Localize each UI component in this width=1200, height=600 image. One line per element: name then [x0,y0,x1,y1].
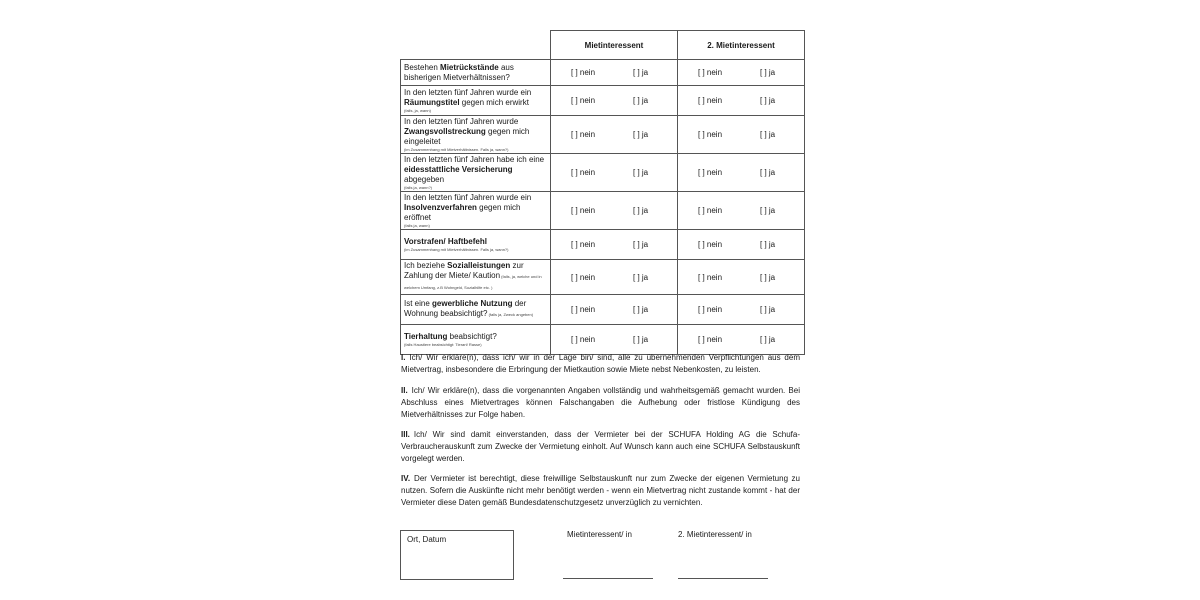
declaration-number: II. [401,386,408,395]
yes-checkbox[interactable]: [ ] ja [760,335,776,344]
no-checkbox[interactable]: [ ] nein [698,130,723,139]
no-checkbox[interactable]: [ ] nein [698,305,723,314]
no-checkbox[interactable]: [ ] nein [698,68,723,77]
yes-checkbox[interactable]: [ ] ja [760,305,776,314]
table-row [401,230,805,260]
no-checkbox[interactable]: [ ] nein [698,272,723,282]
no-checkbox[interactable]: [ ] nein [571,130,596,139]
table-row [401,60,805,86]
yes-checkbox[interactable]: [ ] ja [760,96,776,105]
question-keyword: Insolvenzverfahren [404,203,477,212]
tenant1-answer-cell [551,60,678,86]
question-keyword: Zwangsvollstreckung [404,127,486,136]
question-keyword: Vorstrafen/ Haftbefehl [404,237,487,246]
no-checkbox[interactable]: [ ] nein [571,96,596,105]
question-cell [401,60,551,86]
declaration-paragraph [401,429,800,465]
question-note: (im Zusammenhang mit Mietverhältnissen. Falls ja, wann?) [404,147,509,152]
no-checkbox[interactable]: [ ] nein [571,335,596,344]
question-text: zur Zahlung der Miete/ Kaution [404,261,524,280]
question-note: (falls, ja, welche und in welchem Umfang, z.B Wohngeld, Sozialhilfe etc. ) [404,274,542,290]
tenant2-answer-cell [678,325,805,355]
question-cell [401,86,551,116]
question-note: (falls, ja, wann) [404,108,431,113]
yes-checkbox[interactable]: [ ] ja [760,168,776,177]
question-cell [401,260,551,295]
yes-checkbox[interactable]: [ ] ja [633,305,649,314]
tenant2-answer-cell [678,116,805,154]
yes-checkbox[interactable]: [ ] ja [760,206,776,215]
question-keyword: eidesstattliche Versicherung [404,165,513,174]
question-keyword: Mietrückstände [440,62,499,72]
question-text: Ich beziehe [404,261,448,270]
tenant1-answer-cell [551,295,678,325]
question-note: (falls ja, wann?) [404,185,433,190]
question-text: abgegeben [404,175,445,184]
tenant1-answer-cell [551,86,678,116]
yes-checkbox[interactable]: [ ] ja [633,206,649,215]
tenant2-answer-cell [678,230,805,260]
question-note: (falls ja, wann) [404,223,430,228]
question-text: In den letzten fünf Jahren habe ich eine [404,155,545,164]
tenant1-answer-cell [551,192,678,230]
declaration-text: Der Vermieter ist berechtigt, diese freiwillige Selbstauskunft nur zum Zwecke der eigenen Vermietung zu nutzen. Sofern die Auskünfte nicht mehr benötigt werden - wenn ein Mietvertrag nicht zustande kommt - hat der Vermieter diese Daten gemäß Bundesdatenschutzgesetz unverzüglich zu vernichten. [401,474,800,507]
declaration-number: III. [401,430,410,439]
question-text: der Wohnung beabsichtigt? [404,299,527,318]
yes-checkbox[interactable]: [ ] ja [760,68,776,77]
declaration-text: Ich/ Wir erkläre(n), dass die vorgenannten Angaben vollständig und wahrheitsgemäß gemacht wurden. Bei Abschluss eines Mietvertrages können Falschangaben die Aufhebung oder fristlose Kündigung des Mietverhältnisses zur Folge haben. [401,386,800,419]
tenant2-signature-label: 2. Mietinteressent/ in [678,530,752,539]
declaration-text: Ich/ Wir erkläre(n), dass ich/ wir in der Lage bin/ sind, alle zu übernehmenden Verpflichtungen aus dem Mietvertrag, insbesondere die Erbringung der Mietkaution sowie Miete nebst Nebenkosten, zu leisten. [401,353,800,374]
yes-checkbox[interactable]: [ ] ja [633,272,649,282]
yes-checkbox[interactable]: [ ] ja [633,240,649,249]
tenant1-answer-cell [551,154,678,192]
no-checkbox[interactable]: [ ] nein [571,305,596,314]
declaration-paragraph [401,352,800,376]
yes-checkbox[interactable]: [ ] ja [760,130,776,139]
declaration-paragraph [401,385,800,421]
table-row [401,192,805,230]
table-row [401,295,805,325]
question-note: (im Zusammenhang mit Mietverhältnissen. Falls ja, wann?) [404,247,509,252]
no-checkbox[interactable]: [ ] nein [698,335,723,344]
yes-checkbox[interactable]: [ ] ja [633,130,649,139]
declaration-number: IV. [401,474,411,483]
tenant2-answer-cell [678,260,805,295]
no-checkbox[interactable]: [ ] nein [571,68,596,77]
place-date-label: Ort, Datum [407,535,447,544]
question-text: gegen mich eröffnet [404,203,521,222]
table-row [401,260,805,295]
no-checkbox[interactable]: [ ] nein [698,96,723,105]
table-row [401,86,805,116]
no-checkbox[interactable]: [ ] nein [698,168,723,177]
question-text: In den letzten fünf Jahren wurde [404,117,519,126]
yes-checkbox[interactable]: [ ] ja [633,68,649,77]
tenant1-answer-cell [551,325,678,355]
question-text: In den letzten fünf Jahren wurde ein [404,88,532,97]
tenant2-answer-cell [678,192,805,230]
question-text: aus bisherigen Mietverhältnissen? [404,62,514,82]
yes-checkbox[interactable]: [ ] ja [633,335,649,344]
question-text: gegen mich erwirkt [459,98,529,107]
tenant2-signature-line[interactable] [678,578,768,579]
tenant1-column-header: Mietinteressent [551,31,678,60]
question-text: Bestehen [404,62,441,72]
questionnaire-table [400,30,805,355]
table-row [401,325,805,355]
tenant2-answer-cell [678,154,805,192]
tenant1-signature-line[interactable] [563,578,653,579]
yes-checkbox[interactable]: [ ] ja [760,272,776,282]
question-cell [401,192,551,230]
no-checkbox[interactable]: [ ] nein [571,240,596,249]
tenant2-column-header: 2. Mietinteressent [678,31,805,60]
question-keyword: Tierhaltung [404,332,448,341]
declaration-number: I. [401,353,406,362]
question-text: beabsichtigt? [447,332,497,341]
yes-checkbox[interactable]: [ ] ja [633,96,649,105]
question-cell [401,230,551,260]
question-keyword: gewerbliche Nutzung [432,299,513,308]
declaration-text: Ich/ Wir sind damit einverstanden, dass der Vermieter bei der SCHUFA Holding AG die Schufa-Verbraucherauskunft zum Zwecke der Vermietung einholt. Auf Wunsch kann auch eine SCHUFA Selbstauskunft vorgelegt werden. [401,430,800,463]
tenant2-answer-cell [678,295,805,325]
place-date-field[interactable] [400,530,514,580]
no-checkbox[interactable]: [ ] nein [698,206,723,215]
table-header-row [401,31,805,60]
tenant1-answer-cell [551,230,678,260]
tenant1-answer-cell [551,116,678,154]
tenant2-answer-cell [678,60,805,86]
table-row [401,154,805,192]
question-cell [401,154,551,192]
declaration-paragraph [401,473,800,509]
tenant1-answer-cell [551,260,678,295]
question-text: In den letzten fünf Jahren wurde ein [404,193,532,202]
no-checkbox[interactable]: [ ] nein [571,272,596,282]
no-checkbox[interactable]: [ ] nein [698,240,723,249]
empty-corner-cell [401,31,551,60]
question-cell [401,325,551,355]
question-note: (falls ja, Zweck angeben) [487,312,534,317]
no-checkbox[interactable]: [ ] nein [571,206,596,215]
question-cell [401,116,551,154]
table-row [401,116,805,154]
tenant1-signature-label: Mietinteressent/ in [567,530,632,539]
yes-checkbox[interactable]: [ ] ja [760,240,776,249]
question-text: gegen mich eingeleitet [404,127,530,146]
question-cell [401,295,551,325]
no-checkbox[interactable]: [ ] nein [571,168,596,177]
tenant2-answer-cell [678,86,805,116]
question-keyword: Räumungstitel [404,98,460,107]
question-text: Ist eine [404,299,433,308]
question-keyword: Sozialleistungen [447,261,511,270]
yes-checkbox[interactable]: [ ] ja [633,168,649,177]
question-note: (falls Haustiere beabsichtigt: Tierart/ Rasse) [404,342,482,347]
